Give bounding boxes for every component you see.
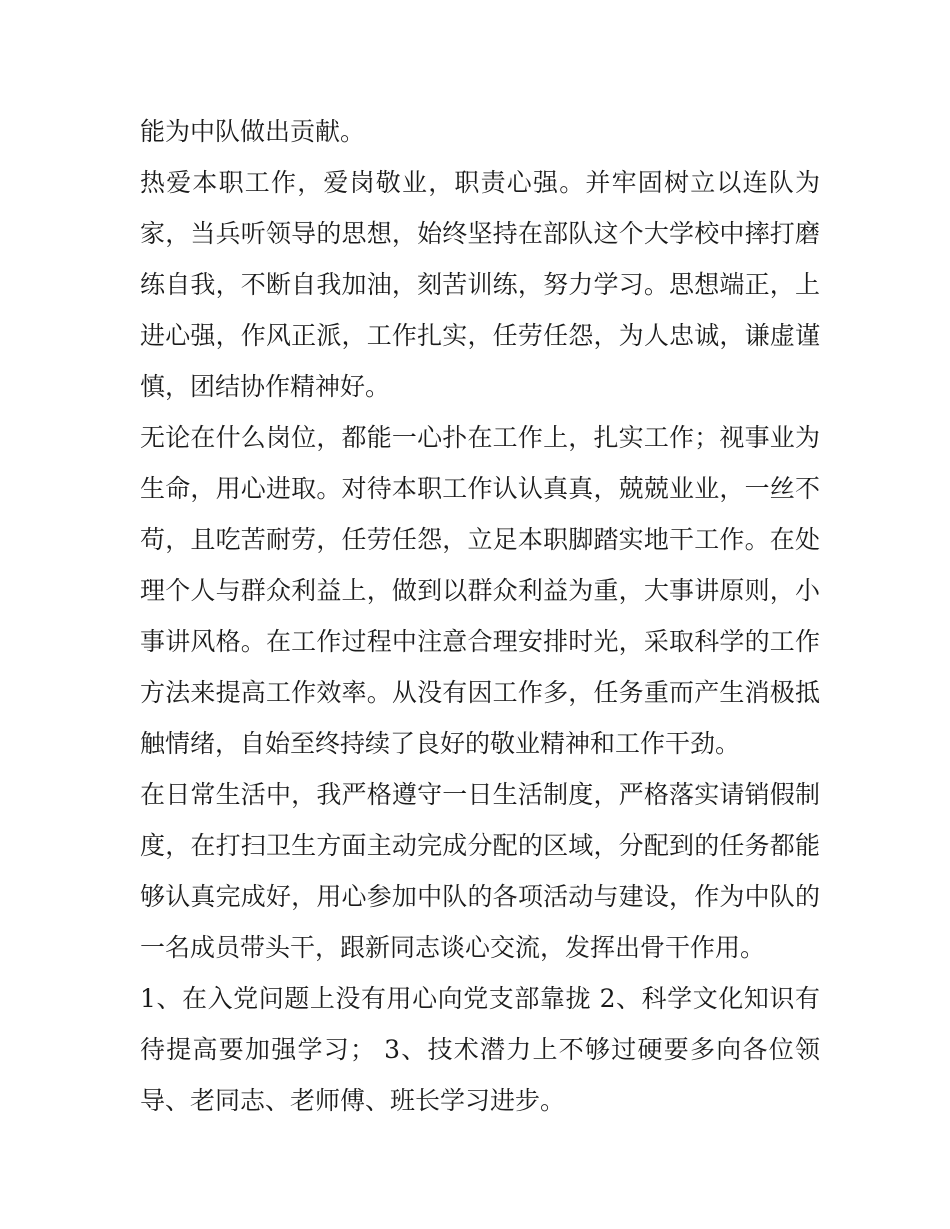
paragraph-daily-life: 在日常生活中，我严格遵守一日生活制度，严格落实请销假制度，在打扫卫生方面主动完成分配的区域，分配到的任务都能够认真完成好，用心参加中队的各项活动与建设，作为中队的一名成员带头干，跟新同志谈心交流，发挥出骨干作用。: [140, 780, 820, 962]
paragraph-shortcomings: 1、在入党问题上没有用心向党支部靠拢 2、科学文化知识有待提高要加强学习； 3、技术潜力上不够过硬要多向各位领导、老同志、老师傅、班长学习进步。: [140, 984, 820, 1115]
paragraph-contribution: 能为中队做出贡献。: [140, 117, 366, 146]
paragraph-work-attitude: 无论在什么岗位，都能一心扑在工作上，扎实工作；视事业为生命，用心进取。对待本职工作认认真真，兢兢业业，一丝不苟，且吃苦耐劳，任劳任怨，立足本职脚踏实地干工作。在处理个人与群众利益上，做到以群众利益为重，大事讲原则，小事讲风格。在工作过程中注意合理安排时光，采取科学的工作方法来提高工作效率。从没有因工作多，任务重而产生消极抵触情绪，自始至终持续了良好的敬业精神和工作干劲。: [140, 423, 820, 758]
paragraph-dedication: 热爱本职工作，爱岗敬业，职责心强。并牢固树立以连队为家，当兵听领导的思想，始终坚持在部队这个大学校中摔打磨练自我，不断自我加油，刻苦训练，努力学习。思想端正，上进心强，作风正派，工作扎实，任劳任怨，为人忠诚，谦虚谨慎，团结协作精神好。: [140, 168, 820, 401]
document-body: [140, 106, 820, 1126]
